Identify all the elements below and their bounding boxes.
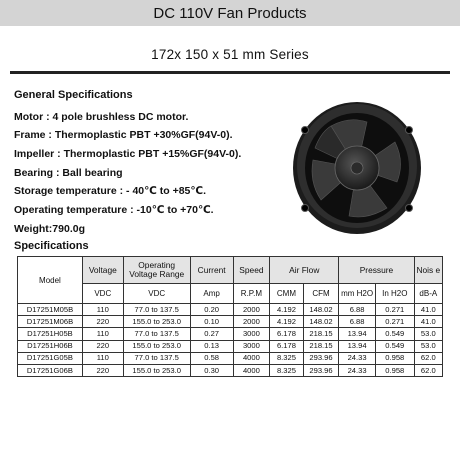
cell-voltage: 220 xyxy=(82,316,123,328)
cell-voltage: 220 xyxy=(82,340,123,352)
fan-product-image xyxy=(291,96,423,236)
cell-model: D17251H05B xyxy=(18,328,83,340)
cell-inh2o: 0.958 xyxy=(375,352,414,364)
cell-cfm: 218.15 xyxy=(303,328,339,340)
cell-mmh2o: 24.33 xyxy=(339,352,376,364)
cell-model: D17251M06B xyxy=(18,316,83,328)
cell-operating-range: 77.0 to 137.5 xyxy=(123,304,190,316)
cell-mmh2o: 6.88 xyxy=(339,316,376,328)
col-header-noise: Nois e xyxy=(414,257,442,284)
cell-speed: 3000 xyxy=(233,340,270,352)
table-row xyxy=(18,340,443,352)
cell-current: 0.20 xyxy=(190,304,233,316)
table-row xyxy=(18,352,443,364)
series-title: 172x 150 x 51 mm Series xyxy=(151,47,309,62)
spec-weight: Weight:790.0g xyxy=(14,223,85,235)
cell-cmm: 4.192 xyxy=(270,304,303,316)
cell-voltage: 220 xyxy=(82,364,123,376)
cell-mmh2o: 24.33 xyxy=(339,364,376,376)
page-header xyxy=(0,0,460,26)
col-header-voltage: Voltage xyxy=(82,257,123,284)
cell-cmm: 6.178 xyxy=(270,340,303,352)
cell-noise: 62.0 xyxy=(414,352,442,364)
unit-noise: dB-A xyxy=(414,284,442,304)
table-row xyxy=(18,316,443,328)
cell-speed: 3000 xyxy=(233,328,270,340)
cell-noise: 53.0 xyxy=(414,340,442,352)
table-row xyxy=(18,364,443,376)
cell-model: D17251G06B xyxy=(18,364,83,376)
cell-mmh2o: 13.94 xyxy=(339,340,376,352)
cell-model: D17251M05B xyxy=(18,304,83,316)
cell-cfm: 293.96 xyxy=(303,364,339,376)
divider xyxy=(10,71,450,74)
col-header-pressure: Pressure xyxy=(339,257,414,284)
unit-cfm: CFM xyxy=(303,284,339,304)
unit-speed: R.P.M xyxy=(233,284,270,304)
spec-storage-temp: Storage temperature : - 40℃ to +85℃. xyxy=(14,185,207,197)
cell-cfm: 293.96 xyxy=(303,352,339,364)
cell-current: 0.27 xyxy=(190,328,233,340)
col-header-air-flow: Air Flow xyxy=(270,257,339,284)
cell-speed: 4000 xyxy=(233,352,270,364)
cell-noise: 41.0 xyxy=(414,316,442,328)
cell-voltage: 110 xyxy=(82,352,123,364)
unit-inh2o: In H2O xyxy=(375,284,414,304)
cell-mmh2o: 6.88 xyxy=(339,304,376,316)
cell-inh2o: 0.271 xyxy=(375,304,414,316)
cell-inh2o: 0.271 xyxy=(375,316,414,328)
cell-inh2o: 0.549 xyxy=(375,340,414,352)
cell-cfm: 218.15 xyxy=(303,340,339,352)
cell-cfm: 148.02 xyxy=(303,304,339,316)
cell-inh2o: 0.958 xyxy=(375,364,414,376)
specifications-heading: Specifications xyxy=(14,240,89,252)
unit-mmh2o: mm H2O xyxy=(339,284,376,304)
spec-impeller: Impeller : Thermoplastic PBT +15%GF(94V-0). xyxy=(14,148,242,160)
cell-current: 0.58 xyxy=(190,352,233,364)
unit-current: Amp xyxy=(190,284,233,304)
specifications-table xyxy=(17,256,443,377)
cell-noise: 41.0 xyxy=(414,304,442,316)
cell-cmm: 4.192 xyxy=(270,316,303,328)
unit-cmm: CMM xyxy=(270,284,303,304)
cell-operating-range: 155.0 to 253.0 xyxy=(123,340,190,352)
cell-inh2o: 0.549 xyxy=(375,328,414,340)
cell-voltage: 110 xyxy=(82,304,123,316)
table-row xyxy=(18,328,443,340)
col-header-speed: Speed xyxy=(233,257,270,284)
header-title: DC 110V Fan Products xyxy=(153,5,307,22)
col-header-current: Current xyxy=(190,257,233,284)
cell-cmm: 8.325 xyxy=(270,352,303,364)
cell-speed: 2000 xyxy=(233,304,270,316)
cell-speed: 2000 xyxy=(233,316,270,328)
cell-cmm: 8.325 xyxy=(270,364,303,376)
spec-frame: Frame : Thermoplastic PBT +30%GF(94V-0). xyxy=(14,129,233,141)
spec-operating-temp: Operating temperature : -10℃ to +70℃. xyxy=(14,204,214,216)
cell-noise: 53.0 xyxy=(414,328,442,340)
cell-model: D17251G05B xyxy=(18,352,83,364)
unit-voltage: VDC xyxy=(82,284,123,304)
cell-cmm: 6.178 xyxy=(270,328,303,340)
cell-current: 0.30 xyxy=(190,364,233,376)
spec-motor: Motor : 4 pole brushless DC motor. xyxy=(14,111,189,123)
col-header-operating-range: Operating Voltage Range xyxy=(123,257,190,284)
cell-noise: 62.0 xyxy=(414,364,442,376)
table-row xyxy=(18,304,443,316)
spec-bearing: Bearing : Ball bearing xyxy=(14,167,123,179)
cell-operating-range: 155.0 to 253.0 xyxy=(123,364,190,376)
general-specs-heading: General Specifications xyxy=(14,89,133,101)
col-header-model: Model xyxy=(18,257,83,304)
cell-current: 0.13 xyxy=(190,340,233,352)
cell-voltage: 110 xyxy=(82,328,123,340)
unit-operating-range: VDC xyxy=(123,284,190,304)
cell-operating-range: 77.0 to 137.5 xyxy=(123,328,190,340)
cell-cfm: 148.02 xyxy=(303,316,339,328)
cell-operating-range: 77.0 to 137.5 xyxy=(123,352,190,364)
cell-current: 0.10 xyxy=(190,316,233,328)
cell-mmh2o: 13.94 xyxy=(339,328,376,340)
cell-speed: 4000 xyxy=(233,364,270,376)
cell-operating-range: 155.0 to 253.0 xyxy=(123,316,190,328)
table-header-row xyxy=(18,257,443,284)
cell-model: D17251H06B xyxy=(18,340,83,352)
